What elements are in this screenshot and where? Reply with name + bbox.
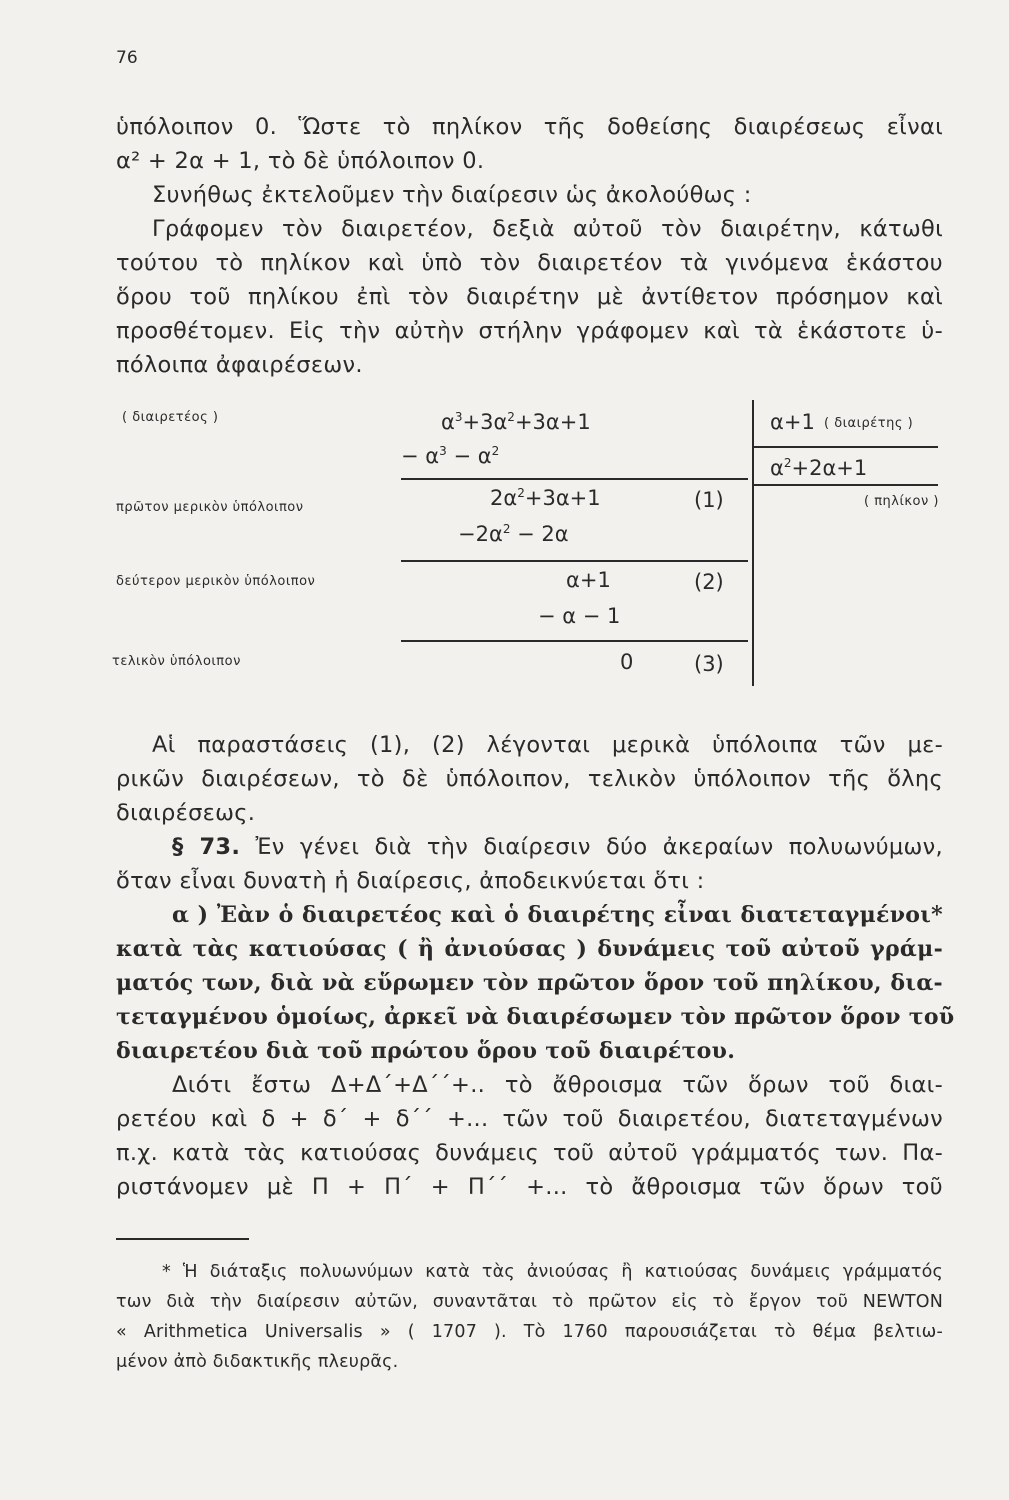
text-line: ριστάνομεν μὲ Π + Π΄ + Π΄΄ +... τὸ ἄθροισμα τῶν ὅρων τοῦ — [116, 1174, 943, 1200]
subtract-row-1: − $\alpha^3 - \alpha^2$ — [401, 444, 500, 468]
usual-paragraph — [116, 178, 943, 212]
label-dividend: ( διαιρετέος ) — [122, 410, 219, 425]
long-division — [112, 396, 946, 696]
text-line: κατὰ τὰς κατιούσας ( ἢ ἀνιούσας ) δυνάμεις τοῦ αὐτοῦ γράμ- — [116, 936, 943, 962]
marker-1: (1) — [694, 488, 724, 512]
quotient-rule — [752, 484, 938, 486]
text-line: α² + 2α + 1, τὸ δὲ ὑπόλοιπον 0. — [116, 148, 485, 174]
text-line: Συνήθως ἐκτελοῦμεν τὴν διαίρεσιν ὡς ἀκολούθως : — [152, 182, 752, 208]
label-quotient: ( πηλίκον ) — [864, 494, 939, 509]
dividend-expression: $\alpha^3+3\alpha^2+3\alpha+1$ — [441, 410, 591, 434]
text-line: Αἱ παραστάσεις (1), (2) λέγονται μερικὰ ὑπόλοιπα τῶν με- — [152, 732, 943, 758]
label-first-remainder: πρῶτον μερικὸν ὑπόλοιπον — [116, 500, 304, 515]
footnote — [116, 1257, 943, 1377]
text-line: π.χ. κατὰ τὰς κατιούσας δυνάμεις τοῦ αὐτοῦ γράμματός των. Πα- — [116, 1140, 943, 1166]
text-line: τεταγμένου ὁμοίως, ἀρκεῖ νὰ διαιρέσωμεν τὸν πρῶτον ὅρον τοῦ — [116, 1004, 955, 1030]
text-line: διαιρέσεως. — [116, 800, 256, 826]
marker-3: (3) — [694, 652, 724, 676]
proof-paragraph — [116, 1068, 943, 1204]
partial-paragraph — [116, 728, 943, 830]
text-line: προσθέτομεν. Εἰς τὴν αὐτὴν στήλην γράφομεν καὶ τὰ ἑκάστοτε ὑ- — [116, 318, 943, 344]
method-paragraph — [116, 212, 943, 382]
intro-paragraph — [116, 110, 943, 178]
text-line: ὅρου τοῦ πηλίκου ἐπὶ τὸν διαιρέτην μὲ ἀντίθετον πρόσημον καὶ — [116, 284, 943, 310]
theorem-paragraph — [116, 898, 955, 1068]
text-line: ὑπόλοιπον 0. Ὥστε τὸ πηλίκον τῆς δοθείσης διαιρέσεως εἶναι — [116, 114, 943, 140]
section-73-paragraph — [116, 830, 943, 898]
subtract-row-3: − α − 1 — [538, 604, 621, 628]
quotient-expression: $\alpha^2+2\alpha+1$ — [770, 456, 868, 480]
footnote-line: * Ἡ διάταξις πολυωνύμων κατὰ τὰς ἀνιούσας ἢ κατιούσας δυνάμεις γράμματός — [162, 1262, 943, 1282]
text-line: ὅταν εἶναι δυνατὴ ἡ διαίρεσις, ἀποδεικνύεται ὅτι : — [116, 868, 705, 894]
final-remainder-value: 0 — [620, 650, 634, 674]
label-divisor: ( διαιρέτης ) — [824, 416, 914, 431]
section-number: § 73. — [172, 834, 241, 860]
footnote-line: « Arithmetica Universalis » ( 1707 ). Τὸ 1760 παρουσιάζεται τὸ θέμα βελτιω- — [116, 1322, 943, 1342]
text-line: πόλοιπα ἀφαιρέσεων. — [116, 352, 363, 378]
subtraction-rule — [401, 478, 748, 480]
label-second-remainder: δεύτερον μερικὸν ὑπόλοιπον — [116, 574, 316, 589]
text-line: Γράφομεν τὸν διαιρετέον, δεξιὰ αὐτοῦ τὸν διαιρέτην, κάτωθι — [152, 216, 943, 242]
remainder-1-expression: $2\alpha^2+3\alpha+1$ — [490, 486, 601, 510]
divisor-rule — [752, 446, 938, 448]
remainder-2-expression: α+1 — [566, 568, 611, 592]
text-line: α ) Ἐὰν ὁ διαιρετέος καὶ ὁ διαιρέτης εἶναι διατεταγμένοι* — [172, 902, 943, 928]
footnote-rule — [116, 1238, 249, 1240]
label-final-remainder: τελικὸν ὑπόλοιπον — [112, 654, 241, 669]
subtraction-rule — [401, 640, 748, 642]
text-line: ρικῶν διαιρέσεων, τὸ δὲ ὑπόλοιπον, τελικὸν ὑπόλοιπον τῆς ὅλης — [116, 766, 943, 792]
division-bar — [752, 400, 754, 686]
text-line: ματός των, διὰ νὰ εὕρωμεν τὸν πρῶτον ὅρον τοῦ πηλίκου, δια- — [116, 970, 943, 996]
divisor-expression: α+1 — [770, 410, 815, 434]
text-line: § 73. Ἐν γένει διὰ τὴν διαίρεσιν δύο ἀκεραίων πολυωνύμων, — [172, 834, 943, 860]
text-line: Διότι ἔστω Δ+Δ΄+Δ΄΄+.. τὸ ἄθροισμα τῶν ὅρων τοῦ διαι- — [172, 1072, 943, 1098]
text-line: διαιρετέου διὰ τοῦ πρώτου ὅρου τοῦ διαιρέτου. — [116, 1038, 736, 1064]
marker-2: (2) — [694, 570, 724, 594]
footnote-line: μένον ἀπὸ διδακτικῆς πλευρᾶς. — [116, 1352, 399, 1372]
footnote-line: των διὰ τὴν διαίρεσιν αὐτῶν, συναντᾶται τὸ πρῶτον εἰς τὸ ἔργον τοῦ NEWTON — [116, 1292, 943, 1312]
subtract-row-2: $-2\alpha^2 - 2\alpha$ — [458, 522, 569, 546]
page-number: 76 — [116, 48, 138, 68]
text-line: ρετέου καὶ δ + δ΄ + δ΄΄ +... τῶν τοῦ διαιρετέου, διατεταγμένων — [116, 1106, 943, 1132]
text-line: τούτου τὸ πηλίκον καὶ ὑπὸ τὸν διαιρετέον τὰ γινόμενα ἑκάστου — [116, 250, 943, 276]
subtraction-rule — [401, 560, 748, 562]
